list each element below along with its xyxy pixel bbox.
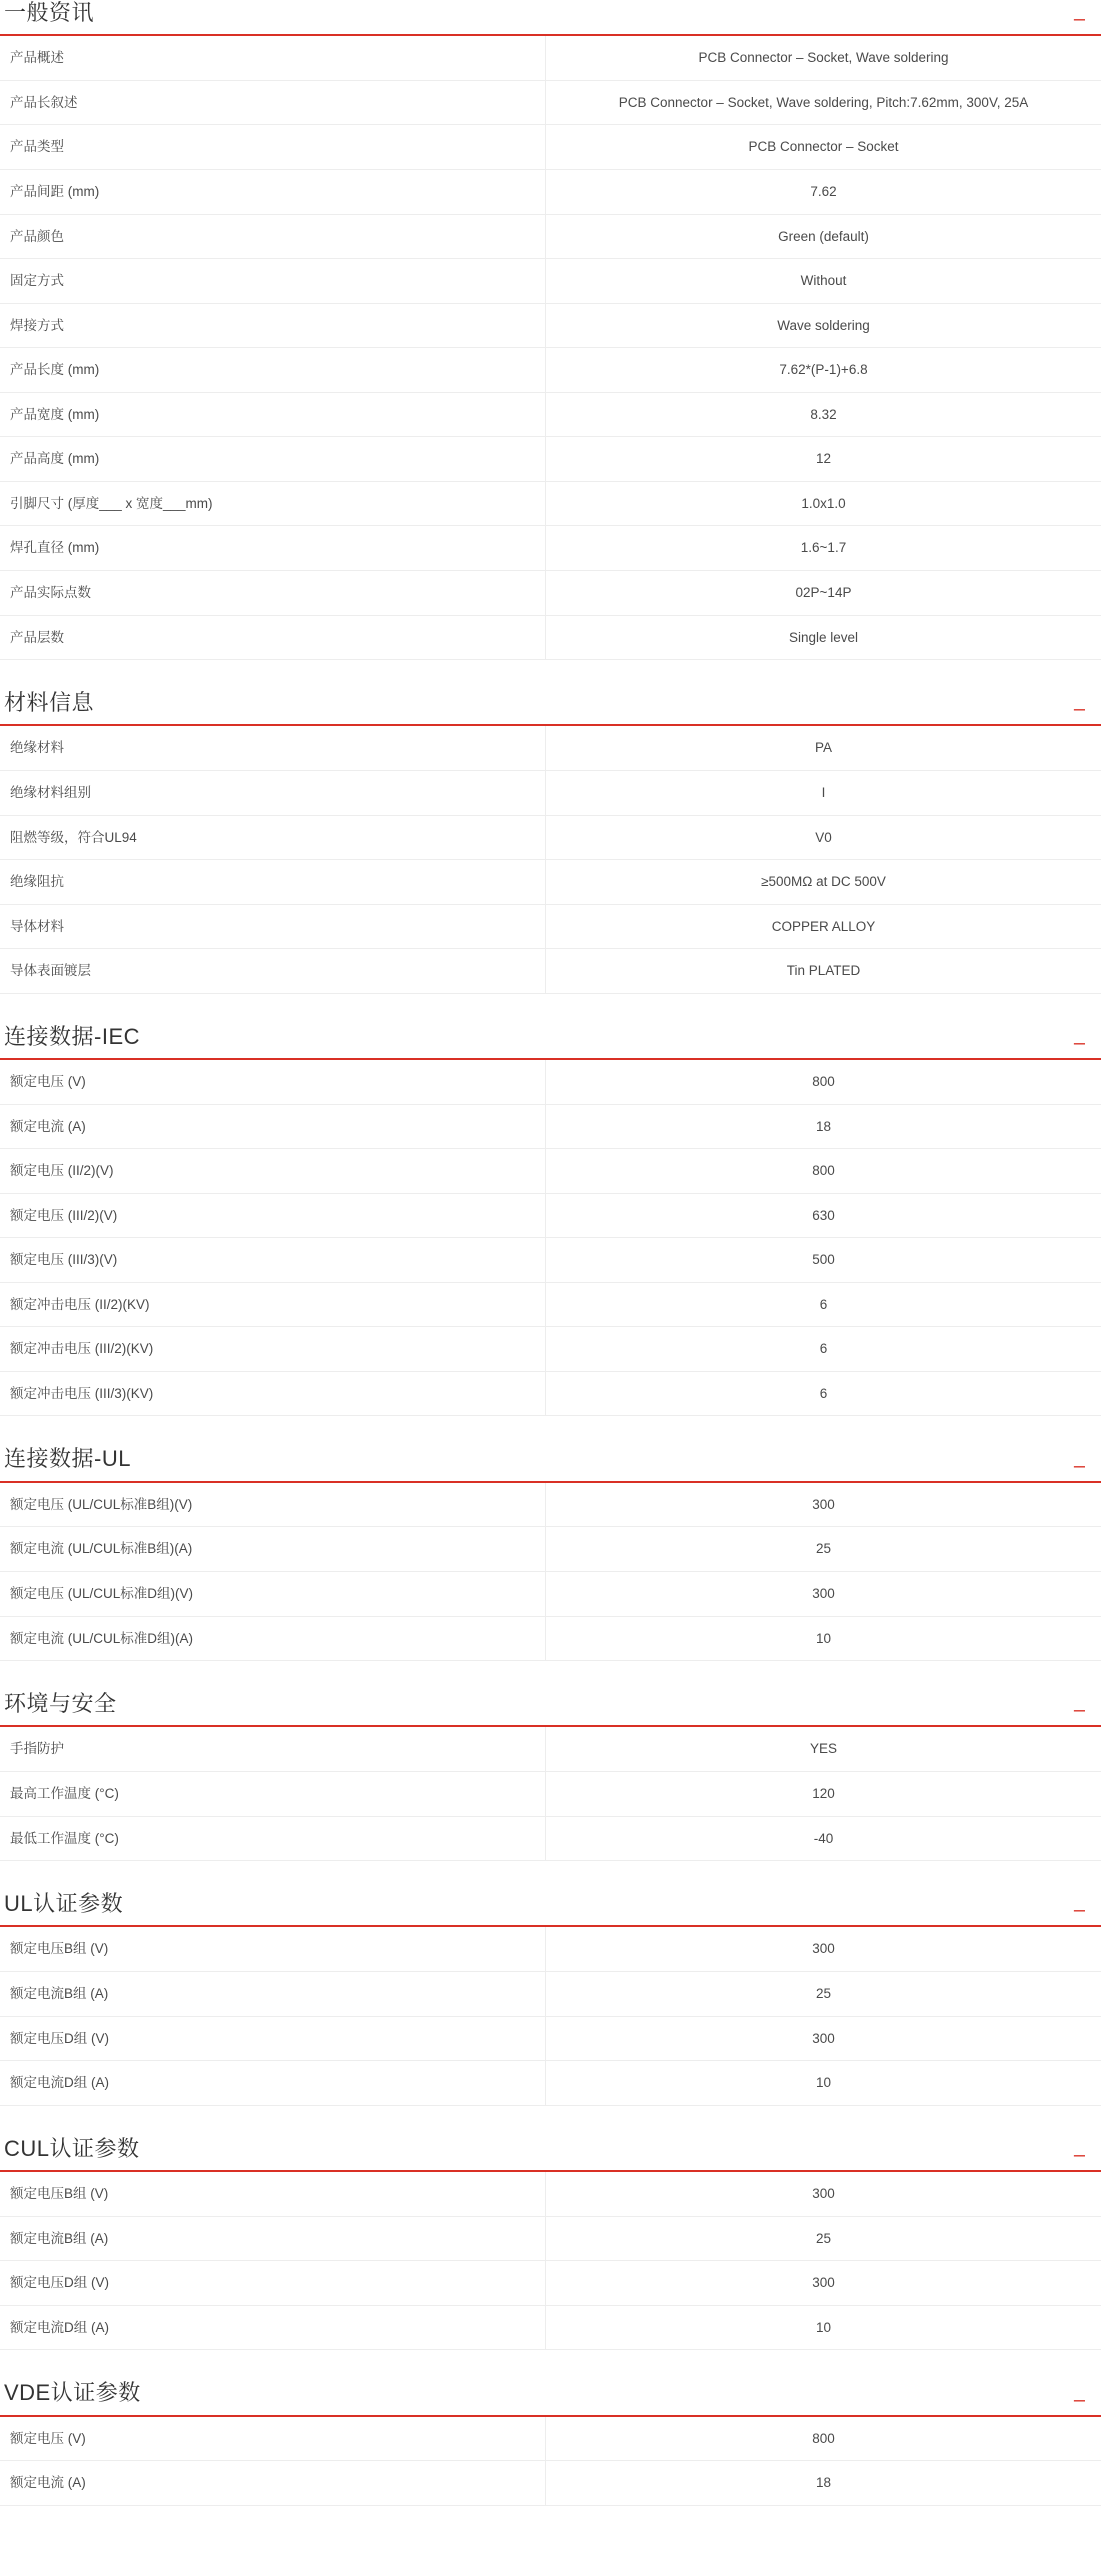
- section-title: 一般资讯: [4, 0, 95, 25]
- section-spacer: [0, 2106, 1101, 2136]
- spec-section-ul-certification: [0, 1891, 1101, 2106]
- table-row: [0, 770, 1101, 815]
- spec-key: 额定电压 (V): [0, 1060, 546, 1104]
- spec-value: PCB Connector – Socket: [748, 139, 899, 155]
- spec-key: 产品概述: [0, 36, 546, 80]
- table-row: [0, 1371, 1101, 1416]
- collapse-minus-icon[interactable]: –: [1073, 2388, 1085, 2411]
- spec-value: 12: [815, 451, 832, 467]
- table-row: [0, 170, 1101, 215]
- spec-key: 额定冲击电压 (II/2)(KV): [0, 1282, 546, 1327]
- spec-section-cul-certification: [0, 2136, 1101, 2351]
- table-row: [0, 36, 1101, 80]
- spec-value: 7.62*(P-1)+6.8: [779, 362, 868, 378]
- spec-value: 02P~14P: [795, 584, 852, 600]
- spec-value: I: [821, 784, 826, 800]
- spec-value: 800: [812, 1163, 835, 1179]
- spec-key: 额定电压 (UL/CUL标准B组)(V): [0, 1483, 546, 1527]
- table-row: [0, 1193, 1101, 1238]
- spec-key: 引脚尺寸 (厚度___ x 宽度___mm): [0, 481, 546, 526]
- table-row: [0, 303, 1101, 348]
- section-header-cul-certification[interactable]: [0, 2136, 1101, 2172]
- table-row: [0, 1727, 1101, 1771]
- spec-value: 800: [812, 2430, 835, 2446]
- spec-key: 固定方式: [0, 259, 546, 304]
- table-row: [0, 2461, 1101, 2506]
- section-title: 环境与安全: [4, 1691, 117, 1717]
- spec-value: 25: [815, 2230, 832, 2246]
- table-row: [0, 815, 1101, 860]
- spec-key: 手指防护: [0, 1727, 546, 1771]
- table-row: [0, 80, 1101, 125]
- spec-value: 10: [815, 1630, 832, 1646]
- spec-value: Single level: [788, 629, 859, 645]
- table-row: [0, 904, 1101, 949]
- table-row: [0, 2216, 1101, 2261]
- spec-key: 导体材料: [0, 904, 546, 949]
- spec-key: 额定电压 (V): [0, 2417, 546, 2461]
- spec-value: -40: [813, 1830, 834, 1846]
- spec-key: 产品长叙述: [0, 80, 546, 125]
- table-row: [0, 1527, 1101, 1572]
- section-spacer: [0, 1661, 1101, 1691]
- section-title: CUL认证参数: [4, 2135, 140, 2161]
- collapse-minus-icon[interactable]: –: [1073, 1699, 1085, 1722]
- spec-section-connection-data-iec: [0, 1024, 1101, 1417]
- spec-value: 1.0x1.0: [801, 495, 846, 511]
- section-title: VDE认证参数: [4, 2380, 141, 2406]
- table-row: [0, 1483, 1101, 1527]
- table-row: [0, 2172, 1101, 2216]
- spec-value: 1.6~1.7: [800, 540, 847, 556]
- table-row: [0, 1327, 1101, 1372]
- section-title: 连接数据-IEC: [4, 1023, 141, 1049]
- table-row: [0, 259, 1101, 304]
- section-header-vde-certification[interactable]: [0, 2380, 1101, 2416]
- table-row: [0, 2016, 1101, 2061]
- spec-value: 800: [812, 1074, 835, 1090]
- spec-key: 额定电流 (UL/CUL标准B组)(A): [0, 1527, 546, 1572]
- section-spacer: [0, 660, 1101, 690]
- spec-key: 绝缘材料组别: [0, 770, 546, 815]
- section-spacer: [0, 1416, 1101, 1446]
- spec-section-material-info: [0, 690, 1101, 994]
- spec-table: [0, 1927, 1101, 2105]
- spec-key: 绝缘材料: [0, 726, 546, 770]
- spec-key: 额定电流B组 (A): [0, 1972, 546, 2017]
- spec-key: 产品颜色: [0, 214, 546, 259]
- section-header-connection-data-iec[interactable]: [0, 1024, 1101, 1060]
- spec-key: 绝缘阻抗: [0, 860, 546, 905]
- spec-value: 300: [812, 1496, 835, 1512]
- spec-key: 额定电压B组 (V): [0, 2172, 546, 2216]
- spec-value: 25: [815, 1986, 832, 2002]
- table-row: [0, 1104, 1101, 1149]
- spec-key: 阻燃等级，符合UL94: [0, 815, 546, 860]
- spec-value: 6: [819, 1385, 828, 1401]
- table-row: [0, 1772, 1101, 1817]
- spec-value: 300: [812, 1941, 835, 1957]
- spec-key: 产品高度 (mm): [0, 437, 546, 482]
- section-header-environment-safety[interactable]: [0, 1691, 1101, 1727]
- spec-key: 产品类型: [0, 125, 546, 170]
- spec-section-environment-safety: [0, 1691, 1101, 1861]
- table-row: [0, 437, 1101, 482]
- spec-value: Wave soldering: [777, 317, 870, 333]
- spec-key: 焊接方式: [0, 303, 546, 348]
- table-row: [0, 125, 1101, 170]
- section-header-ul-certification[interactable]: [0, 1891, 1101, 1927]
- collapse-minus-icon[interactable]: –: [1073, 1899, 1085, 1922]
- spec-value: 6: [819, 1341, 828, 1357]
- spec-key: 额定电流B组 (A): [0, 2216, 546, 2261]
- section-header-material-info[interactable]: [0, 690, 1101, 726]
- spec-value: PA: [814, 740, 832, 756]
- table-row: [0, 481, 1101, 526]
- table-row: [0, 1238, 1101, 1283]
- spec-value: Without: [800, 273, 847, 289]
- section-header-connection-data-ul[interactable]: [0, 1446, 1101, 1482]
- spec-table: [0, 2172, 1101, 2350]
- section-spacer: [0, 994, 1101, 1024]
- table-row: [0, 949, 1101, 994]
- spec-value: 8.32: [810, 406, 837, 422]
- spec-key: 额定电流 (UL/CUL标准D组)(A): [0, 1616, 546, 1661]
- table-row: [0, 526, 1101, 571]
- table-row: [0, 860, 1101, 905]
- spec-key: 焊孔直径 (mm): [0, 526, 546, 571]
- spec-value: 300: [812, 2030, 835, 2046]
- spec-value: 630: [812, 1207, 835, 1223]
- table-row: [0, 1571, 1101, 1616]
- spec-value: 500: [812, 1252, 835, 1268]
- table-row: [0, 2305, 1101, 2350]
- spec-table: [0, 1060, 1101, 1416]
- spec-value: 6: [819, 1296, 828, 1312]
- table-row: [0, 726, 1101, 770]
- spec-key: 额定电压 (III/2)(V): [0, 1193, 546, 1238]
- table-row: [0, 2417, 1101, 2461]
- spec-key: 额定电流 (A): [0, 1104, 546, 1149]
- spec-key: 额定电压 (UL/CUL标准D组)(V): [0, 1571, 546, 1616]
- table-row: [0, 2261, 1101, 2306]
- spec-key: 产品层数: [0, 615, 546, 660]
- spec-value: 300: [812, 2275, 835, 2291]
- spec-table: [0, 36, 1101, 660]
- spec-value: 7.62: [810, 184, 837, 200]
- table-row: [0, 2061, 1101, 2106]
- section-header-general-info[interactable]: [0, 0, 1101, 36]
- spec-table: [0, 1483, 1101, 1661]
- table-row: [0, 1972, 1101, 2017]
- collapse-minus-icon[interactable]: –: [1073, 698, 1085, 721]
- table-row: [0, 1282, 1101, 1327]
- spec-value: PCB Connector – Socket, Wave soldering: [698, 50, 949, 66]
- spec-key: 导体表面镀层: [0, 949, 546, 994]
- table-row: [0, 392, 1101, 437]
- collapse-minus-icon[interactable]: –: [1073, 2144, 1085, 2167]
- table-row: [0, 1816, 1101, 1861]
- collapse-minus-icon[interactable]: –: [1073, 8, 1085, 31]
- collapse-minus-icon[interactable]: –: [1073, 1032, 1085, 1055]
- spec-value: YES: [809, 1741, 837, 1757]
- spec-value: Tin PLATED: [786, 963, 861, 979]
- spec-key: 产品实际点数: [0, 570, 546, 615]
- spec-value: 10: [815, 2319, 832, 2335]
- spec-key: 额定电流 (A): [0, 2461, 546, 2506]
- spec-value: 18: [815, 1118, 832, 1134]
- spec-key: 额定冲击电压 (III/3)(KV): [0, 1371, 546, 1416]
- spec-value: 300: [812, 1585, 835, 1601]
- spec-key: 额定电压B组 (V): [0, 1927, 546, 1971]
- spec-value: 120: [812, 1786, 835, 1801]
- spec-key: 额定电流D组 (A): [0, 2061, 546, 2106]
- table-row: [0, 1616, 1101, 1661]
- spec-key: 产品宽度 (mm): [0, 392, 546, 437]
- spec-key: 额定电压D组 (V): [0, 2261, 546, 2306]
- spec-value: 25: [815, 1541, 832, 1557]
- table-row: [0, 1149, 1101, 1194]
- section-spacer: [0, 2350, 1101, 2380]
- spec-key: 额定冲击电压 (III/2)(KV): [0, 1327, 546, 1372]
- spec-table: [0, 726, 1101, 993]
- section-title: UL认证参数: [4, 1891, 124, 1917]
- spec-value: 300: [812, 2186, 835, 2202]
- collapse-minus-icon[interactable]: –: [1073, 1454, 1085, 1477]
- spec-key: 最低工作温度 (°C): [0, 1816, 546, 1861]
- section-title: 材料信息: [4, 690, 95, 716]
- spec-section-connection-data-ul: [0, 1446, 1101, 1661]
- section-spacer: [0, 1861, 1101, 1891]
- table-row: [0, 570, 1101, 615]
- spec-value: 18: [815, 2475, 832, 2491]
- spec-value: COPPER ALLOY: [771, 918, 876, 934]
- spec-key: 最高工作温度 (°C): [0, 1772, 546, 1817]
- spec-value: V0: [815, 829, 832, 845]
- spec-key: 产品长度 (mm): [0, 348, 546, 393]
- spec-value: 10: [815, 2075, 832, 2091]
- table-row: [0, 1927, 1101, 1971]
- spec-value: ≥500MΩ at DC 500V: [761, 874, 886, 890]
- spec-value: Green (default): [778, 228, 869, 244]
- spec-section-vde-certification: [0, 2380, 1101, 2505]
- spec-table: [0, 1727, 1101, 1861]
- spec-key: 额定电压 (II/2)(V): [0, 1149, 546, 1194]
- table-row: [0, 348, 1101, 393]
- spec-table: [0, 2417, 1101, 2506]
- section-title: 连接数据-UL: [4, 1446, 131, 1472]
- spec-value: PCB Connector – Socket, Wave soldering, Pitch:7.62mm, 300V, 25A: [618, 94, 1029, 110]
- spec-key: 额定电压 (III/3)(V): [0, 1238, 546, 1283]
- table-row: [0, 214, 1101, 259]
- spec-section-general-info: [0, 0, 1101, 660]
- spec-key: 额定电流D组 (A): [0, 2305, 546, 2350]
- table-row: [0, 615, 1101, 660]
- table-row: [0, 1060, 1101, 1104]
- spec-key: 产品间距 (mm): [0, 170, 546, 215]
- spec-key: 额定电压D组 (V): [0, 2016, 546, 2061]
